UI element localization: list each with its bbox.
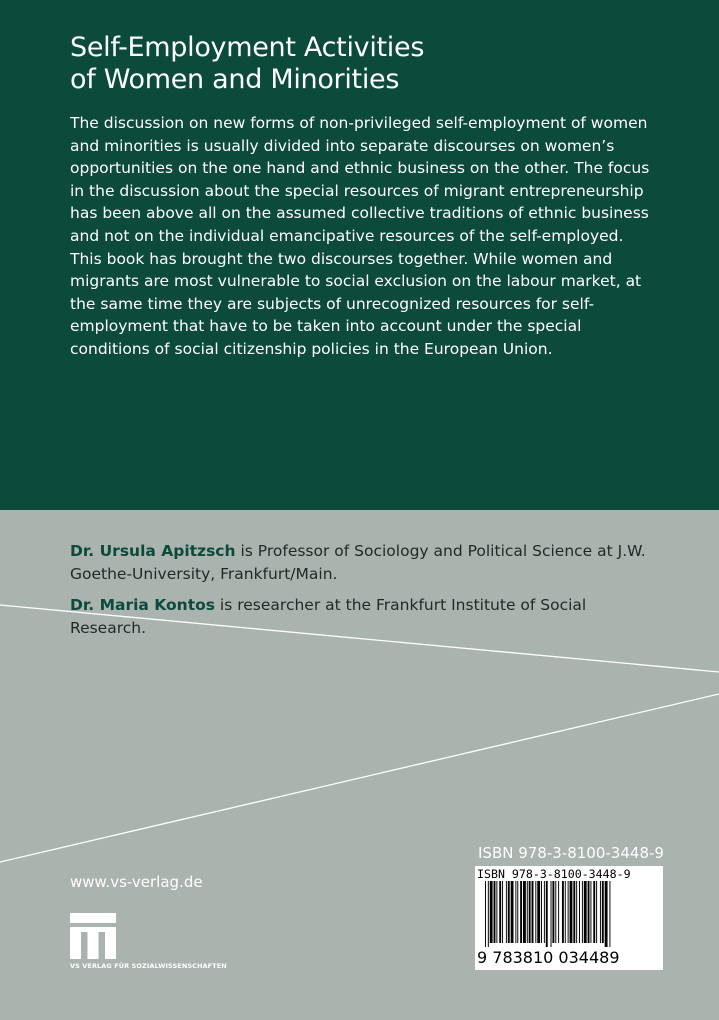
barcode-bar — [552, 881, 554, 943]
barcode-bar — [535, 881, 536, 943]
author-bio-kontos — [70, 594, 660, 640]
barcode-bar — [537, 881, 540, 943]
barcode-bar — [496, 881, 497, 943]
barcode-bar — [520, 881, 522, 943]
barcode-bar — [515, 881, 516, 943]
author-name: Dr. Maria Kontos — [70, 596, 215, 614]
title-line-2: of Women and Minorities — [70, 64, 400, 95]
barcode-bar — [506, 881, 507, 943]
isbn-barcode — [475, 866, 663, 970]
barcode-isbn-text: ISBN 978-3-8100-3448-9 — [477, 867, 631, 881]
barcode-bar — [511, 881, 514, 943]
barcode-bar — [593, 881, 595, 943]
author-bio-apitzsch — [70, 540, 660, 586]
barcode-bar — [590, 881, 591, 943]
barcode-bar — [596, 881, 597, 943]
barcode-bar — [602, 881, 604, 943]
book-title — [70, 32, 670, 96]
barcode-bar — [568, 881, 569, 943]
barcode-bar — [546, 881, 548, 947]
author-description: is researcher at the Frankfurt Institute of Social Research. — [70, 596, 587, 637]
barcode-bar — [485, 881, 486, 947]
barcode-bar — [508, 881, 510, 943]
barcode-bar — [584, 881, 587, 943]
barcode-bar — [551, 881, 552, 947]
barcode-bar — [558, 881, 559, 943]
barcode-bar — [494, 881, 496, 943]
barcode-bar — [579, 881, 580, 943]
barcode-bar — [544, 881, 545, 943]
author-name: Dr. Ursula Apitzsch — [70, 542, 236, 560]
barcode-bar — [576, 881, 577, 943]
barcode-bar — [541, 881, 542, 943]
barcode-bar — [570, 881, 573, 943]
barcode-bar — [600, 881, 601, 943]
barcode-bar — [562, 881, 564, 943]
barcode-bar — [573, 881, 575, 943]
barcode-bar — [517, 881, 518, 943]
barcode-bar — [527, 881, 528, 943]
decorative-line-2 — [0, 694, 719, 862]
barcode-bar — [499, 881, 501, 943]
barcode-bar — [565, 881, 566, 943]
barcode-bar — [488, 881, 489, 947]
barcode-bar — [490, 881, 493, 943]
title-line-1: Self-Employment Activities — [70, 32, 425, 63]
author-description: is Professor of Sociology and Political Science at J.W. Goethe-University, Frankfurt/Main. — [70, 542, 646, 583]
barcode-bar — [582, 881, 583, 943]
vs-verlag-logo-icon — [70, 913, 116, 959]
publisher-logo-text: VS VERLAG FÜR SOZIALWISSENSCHAFTEN — [70, 962, 227, 970]
barcode-bar — [609, 881, 610, 947]
barcode-bar — [605, 881, 608, 947]
book-blurb: The discussion on new forms of non-privileged self-employment of women and minorities is usually divided into separate discourses on women’s opportunities on the one hand and ethnic business on the other. The focus in the discussion about the special resources of migrant entrepreneurship has been above all on the assumed collective traditions of ethnic business and not on the individual emancipative resources of the self-employed. This book has brought the two discourses together. While women and migrants are most vulnerable to social exclusion on the labour market, at the same time they are subjects of unrecognized resources for self-employment that have to be taken into account under the special conditions of social citizenship policies in the European Union. — [70, 114, 650, 358]
barcode-bar — [529, 881, 531, 943]
barcode-bars — [479, 881, 659, 947]
barcode-bar — [555, 881, 556, 943]
barcode-bar — [588, 881, 590, 943]
barcode-bar — [532, 881, 534, 943]
barcode-digits: 9 783810 034489 — [477, 948, 620, 967]
publisher-url[interactable]: www.vs-verlag.de — [70, 873, 203, 891]
isbn-label: ISBN 978-3-8100-3448-9 — [478, 844, 664, 862]
barcode-bar — [502, 881, 503, 943]
barcode-bar — [523, 881, 526, 943]
